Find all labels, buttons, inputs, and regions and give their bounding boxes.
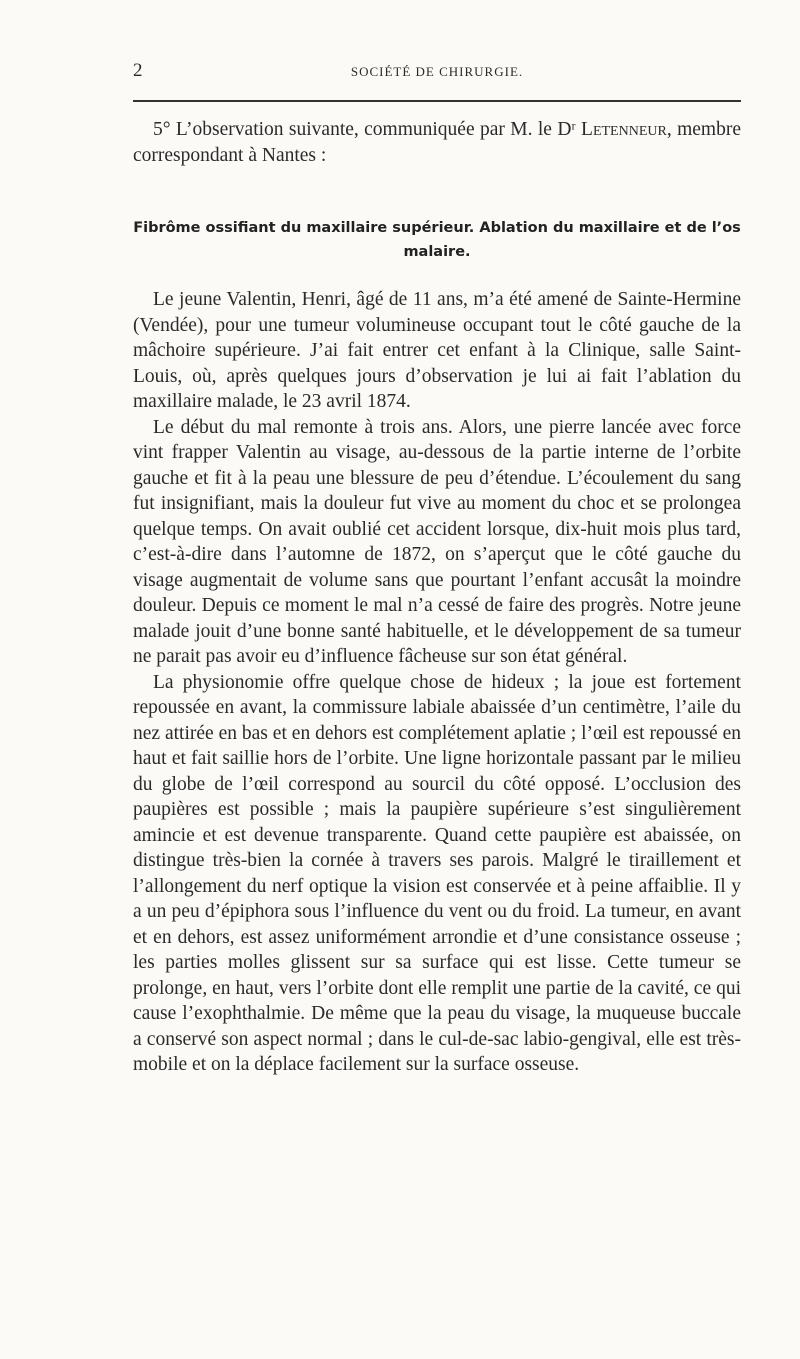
running-title: SOCIÉTÉ DE CHIRURGIE. bbox=[350, 64, 524, 79]
intro-text-end: , membre correspondant à Nantes : bbox=[133, 119, 741, 166]
surgeon-name: Letenneur bbox=[581, 119, 667, 140]
section-title: Fibrôme ossifiant du maxillaire supérieur. Ablation du maxillaire et de l’os malaire. bbox=[133, 220, 741, 260]
page-header bbox=[133, 60, 741, 90]
intro-paragraph bbox=[133, 117, 741, 169]
paragraph-history: Le début du mal remonte à trois ans. Alors, une pierre lancée avec force vint frapper Valentin au visage, au-dessous de la partie interne de l’orbite gauche et fit à la peau une blessure de peu d’étendue. L’écoulement du sang fut insignifiant, mais la douleur fut vive au moment du choc et se prolongea quelque temps. On avait oublié cet accident lorsque, dix-huit mois plus tard, c’est-à-dire dans l’automne de 1872, on s’aperçut que le côté gauche du visage augmentait de volume sans que pourtant l’enfant accusât la moindre douleur. Depuis ce moment le mal n’a cessé de faire des progrès. Notre jeune malade jouit d’une bonne santé habituelle, et le développement de sa tumeur ne parait pas avoir eu d’influence fâcheuse sur son état général. bbox=[133, 416, 741, 667]
paragraph-case-presentation: Le jeune Valentin, Henri, âgé de 11 ans, m’a été amené de Sainte-Hermine (Vendée), pour une tumeur volumineuse occupant tout le côté gauche de la mâchoire supérieure. J’ai fait entrer cet enfant à la Clinique, salle Saint-Louis, où, après quelques jours d’observation je lui ai fait l’ablation du maxillaire malade, le 23 avril 1874. bbox=[133, 289, 741, 412]
paragraph-examination: La physionomie offre quelque chose de hideux ; la joue est fortement repoussée en avant, la commissure labiale abaissée d’un centimètre, l’aile du nez attirée en bas et en dehors est complétement aplatie ; l’œil est repoussé en haut et fait saillie hors de l’orbite. Une ligne horizontale passant par le milieu du globe de l’œil correspond au sourcil du côté opposé. L’occlusion des paupières est possible ; mais la paupière supérieure s’est singulièrement amincie et est devenue transparente. Quand cette paupière est abaissée, on distingue très-bien la cornée à travers ses parois. Malgré le tiraillement et l’allongement du nerf optique la vision est conservée et à peine affaiblie. Il y a un peu d’épiphora sous l’influence du vent ou du froid. La tumeur, en avant et en dehors, est assez uniformément arrondie et d’une consistance osseuse ; les parties molles glissent sur sa surface qui est lisse. Cette tumeur se prolonge, en haut, vers l’orbite dont elle remplit une partie de la cavité, ce qui cause l’exophthalmie. De même que la peau du visage, la muqueuse buccale a conservé son aspect normal ; dans le cul-de-sac labio-gengival, elle est très-mobile et on la déplace facilement sur la surface osseuse. bbox=[133, 671, 741, 1075]
header-rule bbox=[133, 100, 741, 102]
body-text bbox=[133, 287, 741, 1078]
page-number: 2 bbox=[133, 60, 143, 81]
intro-text-start: 5° L’observation suivante, communiquée par M. le Dʳ bbox=[153, 119, 582, 140]
intro-block bbox=[133, 117, 741, 169]
